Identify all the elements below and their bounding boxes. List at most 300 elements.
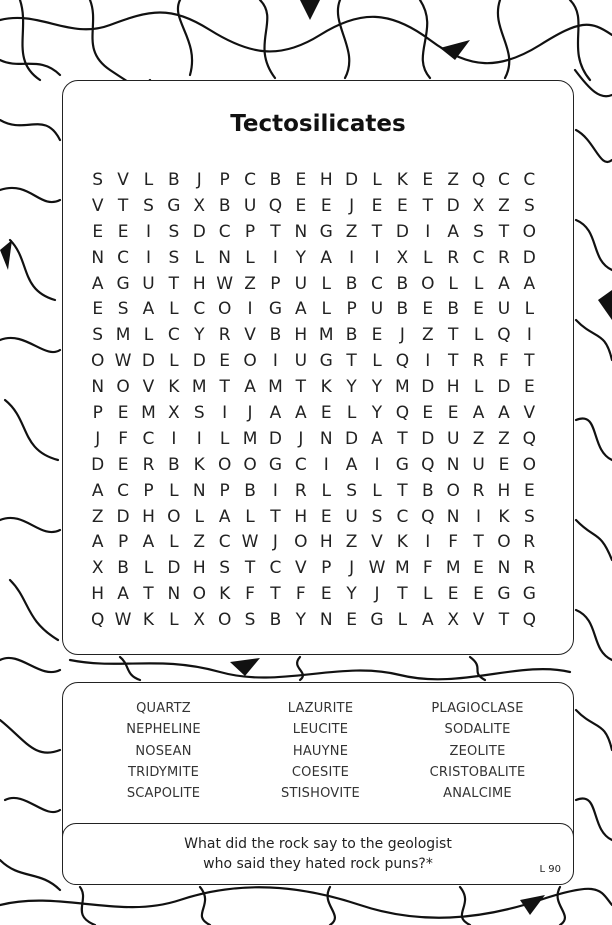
grid-letter[interactable]: R [294, 480, 307, 501]
grid-letter[interactable]: L [194, 247, 204, 268]
grid-letter[interactable]: H [192, 558, 206, 579]
grid-letter[interactable]: W [216, 273, 234, 294]
grid-letter[interactable]: U [294, 273, 308, 294]
grid-letter[interactable]: T [397, 584, 408, 605]
grid-letter[interactable]: E [346, 610, 357, 631]
grid-letter[interactable]: E [473, 299, 484, 320]
grid-letter[interactable]: Y [371, 402, 383, 423]
grid-letter[interactable]: C [371, 273, 383, 294]
grid-letter[interactable]: E [117, 454, 129, 475]
grid-letter[interactable]: I [349, 247, 355, 268]
grid-letter[interactable]: N [167, 584, 181, 605]
grid-letter[interactable]: L [372, 169, 382, 190]
grid-letter[interactable]: E [295, 169, 307, 190]
grid-letter[interactable]: I [145, 247, 151, 268]
grid-letter[interactable]: M [115, 325, 131, 346]
grid-letter[interactable]: T [447, 325, 459, 346]
grid-letter[interactable]: K [193, 454, 205, 475]
grid-letter[interactable]: R [447, 247, 460, 268]
grid-letter[interactable]: E [295, 195, 307, 216]
grid-letter[interactable]: A [142, 532, 155, 553]
grid-letter[interactable]: E [117, 221, 129, 242]
grid-letter[interactable]: E [397, 195, 408, 216]
grid-letter[interactable]: B [269, 169, 282, 190]
grid-letter[interactable]: C [142, 428, 155, 449]
grid-letter[interactable]: P [244, 221, 256, 242]
grid-letter[interactable]: I [272, 351, 278, 372]
grid-letter[interactable]: J [247, 402, 253, 423]
grid-letter[interactable]: Q [497, 325, 511, 346]
grid-letter[interactable]: L [169, 299, 179, 320]
grid-letter[interactable]: M [318, 325, 334, 346]
grid-letter[interactable]: S [244, 610, 256, 631]
grid-letter[interactable]: D [192, 351, 206, 372]
grid-letter[interactable]: L [372, 351, 382, 372]
grid-letter[interactable]: I [272, 480, 278, 501]
grid-letter[interactable]: L [346, 402, 357, 423]
grid-letter[interactable]: E [320, 195, 332, 216]
grid-letter[interactable]: A [91, 273, 104, 294]
grid-letter[interactable]: Z [345, 221, 358, 242]
grid-letter[interactable]: D [446, 195, 460, 216]
grid-letter[interactable]: C [244, 169, 256, 190]
grid-letter[interactable]: L [143, 169, 154, 190]
grid-letter[interactable]: Q [91, 610, 105, 631]
grid-letter[interactable]: L [473, 325, 484, 346]
grid-letter[interactable]: A [498, 273, 510, 294]
grid-letter[interactable]: L [372, 480, 382, 501]
grid-letter[interactable]: Q [268, 195, 283, 216]
grid-letter[interactable]: Y [346, 584, 357, 605]
grid-letter[interactable]: Q [395, 402, 410, 423]
grid-letter[interactable]: I [272, 247, 278, 268]
grid-letter[interactable]: X [168, 402, 180, 423]
grid-letter[interactable]: Z [244, 273, 256, 294]
grid-letter[interactable]: B [218, 195, 231, 216]
grid-letter[interactable]: D [421, 377, 435, 398]
grid-letter[interactable]: A [447, 221, 459, 242]
grid-letter[interactable]: D [421, 428, 435, 449]
grid-letter[interactable]: Q [395, 351, 410, 372]
grid-letter[interactable]: C [117, 480, 130, 501]
grid-letter[interactable]: D [268, 428, 282, 449]
grid-letter[interactable]: P [346, 299, 357, 320]
grid-letter[interactable]: C [167, 325, 180, 346]
grid-letter[interactable]: N [91, 247, 105, 268]
grid-letter[interactable]: C [523, 169, 536, 190]
grid-letter[interactable]: E [422, 169, 434, 190]
grid-letter[interactable]: H [294, 325, 308, 346]
grid-letter[interactable]: E [498, 454, 510, 475]
grid-letter[interactable]: Y [346, 377, 357, 398]
grid-letter[interactable]: I [425, 221, 431, 242]
grid-letter[interactable]: D [395, 221, 409, 242]
grid-letter[interactable]: U [243, 195, 257, 216]
grid-letter[interactable]: N [91, 377, 105, 398]
grid-letter[interactable]: A [244, 377, 256, 398]
grid-letter[interactable]: O [522, 221, 537, 242]
grid-letter[interactable]: G [395, 454, 409, 475]
grid-letter[interactable]: Z [345, 532, 358, 553]
grid-letter[interactable]: J [298, 428, 304, 449]
grid-letter[interactable]: H [319, 169, 333, 190]
grid-letter[interactable]: L [397, 610, 408, 631]
grid-letter[interactable]: L [194, 506, 204, 527]
grid-letter[interactable]: E [320, 506, 332, 527]
grid-letter[interactable]: T [397, 428, 408, 449]
grid-letter[interactable]: S [523, 506, 535, 527]
grid-letter[interactable]: Z [421, 325, 434, 346]
grid-letter[interactable]: R [523, 532, 536, 553]
grid-letter[interactable]: P [92, 402, 103, 423]
grid-letter[interactable]: O [217, 610, 232, 631]
grid-letter[interactable]: C [498, 169, 510, 190]
grid-letter[interactable]: G [370, 610, 384, 631]
grid-letter[interactable]: K [498, 506, 510, 527]
grid-letter[interactable]: B [168, 454, 180, 475]
grid-letter[interactable]: I [171, 428, 177, 449]
grid-letter[interactable]: S [346, 480, 357, 501]
grid-letter[interactable]: G [319, 351, 333, 372]
grid-letter[interactable]: T [498, 610, 510, 631]
grid-letter[interactable]: T [270, 584, 281, 605]
grid-letter[interactable]: H [192, 273, 206, 294]
grid-letter[interactable]: D [345, 169, 359, 190]
grid-letter[interactable]: T [295, 377, 307, 398]
grid-letter[interactable]: T [219, 377, 230, 398]
grid-letter[interactable]: D [192, 221, 206, 242]
grid-letter[interactable]: J [399, 325, 405, 346]
grid-letter[interactable]: C [294, 454, 307, 475]
grid-letter[interactable]: G [116, 273, 130, 294]
grid-letter[interactable]: N [192, 480, 206, 501]
grid-letter[interactable]: Q [522, 428, 537, 449]
grid-letter[interactable]: Q [421, 506, 435, 527]
grid-letter[interactable]: N [446, 454, 460, 475]
grid-letter[interactable]: B [168, 169, 180, 190]
grid-letter[interactable]: I [374, 247, 380, 268]
grid-letter[interactable]: B [345, 273, 358, 294]
grid-letter[interactable]: O [192, 584, 206, 605]
grid-letter[interactable]: G [497, 584, 511, 605]
grid-letter[interactable]: V [244, 325, 256, 346]
grid-letter[interactable]: O [522, 454, 537, 475]
grid-letter[interactable]: K [320, 377, 332, 398]
grid-letter[interactable]: T [371, 221, 383, 242]
grid-letter[interactable]: E [523, 480, 535, 501]
grid-letter[interactable]: O [167, 506, 181, 527]
grid-letter[interactable]: L [169, 532, 179, 553]
grid-letter[interactable]: R [142, 454, 155, 475]
grid-letter[interactable]: E [473, 584, 484, 605]
grid-letter[interactable]: L [169, 610, 179, 631]
grid-letter[interactable]: V [295, 558, 307, 579]
grid-letter[interactable]: U [142, 273, 155, 294]
grid-letter[interactable]: E [422, 402, 434, 423]
grid-letter[interactable]: B [396, 299, 409, 320]
grid-letter[interactable]: O [497, 532, 511, 553]
grid-letter[interactable]: L [423, 584, 433, 605]
grid-letter[interactable]: G [268, 454, 283, 475]
grid-letter[interactable]: R [523, 558, 536, 579]
grid-letter[interactable]: E [92, 221, 104, 242]
grid-letter[interactable]: I [196, 428, 202, 449]
grid-letter[interactable]: P [219, 480, 230, 501]
grid-letter[interactable]: C [269, 558, 282, 579]
grid-letter[interactable]: D [497, 377, 511, 398]
grid-letter[interactable]: U [497, 299, 511, 320]
grid-letter[interactable]: R [498, 247, 510, 268]
grid-letter[interactable]: V [91, 195, 104, 216]
grid-letter[interactable]: H [446, 377, 460, 398]
grid-letter[interactable]: M [141, 402, 156, 423]
grid-letter[interactable]: E [117, 402, 129, 423]
grid-letter[interactable]: E [473, 558, 484, 579]
grid-letter[interactable]: F [245, 584, 255, 605]
grid-letter[interactable]: T [346, 351, 357, 372]
grid-letter[interactable]: N [319, 428, 333, 449]
grid-letter[interactable]: F [422, 558, 433, 579]
grid-letter[interactable]: V [371, 532, 383, 553]
grid-letter[interactable]: L [321, 299, 331, 320]
grid-letter[interactable]: O [243, 454, 257, 475]
grid-letter[interactable]: O [116, 377, 130, 398]
grid-letter[interactable]: L [245, 247, 255, 268]
grid-letter[interactable]: T [117, 195, 129, 216]
grid-letter[interactable]: I [323, 454, 329, 475]
grid-letter[interactable]: A [498, 402, 510, 423]
grid-letter[interactable]: J [272, 532, 278, 553]
grid-letter[interactable]: X [91, 558, 104, 579]
grid-letter[interactable]: L [524, 299, 535, 320]
grid-letter[interactable]: O [217, 454, 232, 475]
grid-letter[interactable]: C [117, 247, 130, 268]
grid-letter[interactable]: F [295, 584, 306, 605]
grid-letter[interactable]: E [447, 584, 459, 605]
grid-letter[interactable]: H [497, 480, 511, 501]
grid-letter[interactable]: S [168, 221, 180, 242]
grid-letter[interactable]: P [143, 480, 154, 501]
grid-letter[interactable]: V [523, 402, 536, 423]
grid-letter[interactable]: A [345, 454, 358, 475]
grid-letter[interactable]: X [472, 195, 485, 216]
grid-letter[interactable]: A [269, 402, 282, 423]
grid-letter[interactable]: G [268, 299, 283, 320]
grid-letter[interactable]: S [117, 299, 129, 320]
grid-letter[interactable]: T [270, 506, 281, 527]
grid-letter[interactable]: H [142, 506, 155, 527]
grid-letter[interactable]: V [117, 169, 129, 190]
grid-letter[interactable]: Z [91, 506, 104, 527]
grid-letter[interactable]: Z [193, 532, 206, 553]
grid-letter[interactable]: T [473, 532, 484, 553]
grid-letter[interactable]: X [447, 610, 459, 631]
grid-letter[interactable]: H [91, 584, 105, 605]
grid-letter[interactable]: A [472, 402, 485, 423]
grid-letter[interactable]: L [473, 273, 484, 294]
grid-letter[interactable]: B [421, 480, 434, 501]
grid-letter[interactable]: T [498, 221, 510, 242]
grid-letter[interactable]: N [218, 247, 231, 268]
grid-letter[interactable]: D [167, 558, 181, 579]
grid-letter[interactable]: A [421, 610, 434, 631]
grid-letter[interactable]: C [218, 221, 231, 242]
grid-letter[interactable]: A [91, 480, 104, 501]
grid-letter[interactable]: W [368, 558, 386, 579]
grid-letter[interactable]: E [371, 195, 383, 216]
grid-letter[interactable]: V [472, 610, 485, 631]
grid-letter[interactable]: H [319, 532, 333, 553]
grid-letter[interactable]: W [114, 610, 132, 631]
grid-letter[interactable]: J [95, 428, 101, 449]
grid-letter[interactable]: D [141, 351, 156, 372]
grid-letter[interactable]: T [168, 273, 180, 294]
grid-letter[interactable]: X [193, 610, 206, 631]
grid-letter[interactable]: M [395, 558, 410, 579]
grid-letter[interactable]: C [472, 247, 485, 268]
grid-letter[interactable]: L [448, 273, 458, 294]
grid-letter[interactable]: P [321, 558, 332, 579]
grid-letter[interactable]: N [319, 610, 333, 631]
grid-letter[interactable]: U [294, 351, 308, 372]
grid-letter[interactable]: V [142, 377, 155, 398]
grid-letter[interactable]: G [167, 195, 181, 216]
grid-letter[interactable]: J [374, 584, 380, 605]
grid-letter[interactable]: B [269, 610, 282, 631]
grid-letter[interactable]: J [349, 195, 355, 216]
grid-letter[interactable]: T [397, 480, 408, 501]
grid-letter[interactable]: U [345, 506, 358, 527]
grid-letter[interactable]: S [219, 558, 231, 579]
grid-letter[interactable]: B [117, 558, 129, 579]
grid-letter[interactable]: W [114, 351, 132, 372]
grid-letter[interactable]: B [345, 325, 358, 346]
grid-letter[interactable]: D [345, 428, 359, 449]
grid-letter[interactable]: L [321, 480, 331, 501]
grid-letter[interactable]: I [374, 454, 380, 475]
grid-letter[interactable]: S [193, 402, 205, 423]
grid-letter[interactable]: E [320, 402, 332, 423]
grid-letter[interactable]: X [193, 195, 206, 216]
grid-letter[interactable]: D [522, 247, 536, 268]
grid-letter[interactable]: A [295, 299, 307, 320]
grid-letter[interactable]: C [218, 532, 231, 553]
grid-letter[interactable]: M [242, 428, 258, 449]
grid-letter[interactable]: W [241, 532, 259, 553]
grid-letter[interactable]: T [244, 558, 256, 579]
grid-letter[interactable]: E [371, 325, 383, 346]
grid-letter[interactable]: L [219, 428, 230, 449]
grid-letter[interactable]: J [349, 558, 355, 579]
grid-letter[interactable]: I [476, 506, 482, 527]
grid-letter[interactable]: U [472, 454, 485, 475]
grid-letter[interactable]: T [422, 195, 433, 216]
grid-letter[interactable]: I [247, 299, 253, 320]
grid-letter[interactable]: U [446, 428, 460, 449]
grid-letter[interactable]: A [295, 402, 307, 423]
grid-letter[interactable]: N [294, 221, 308, 242]
grid-letter[interactable]: O [243, 351, 257, 372]
grid-letter[interactable]: Y [295, 610, 307, 631]
grid-letter[interactable]: N [497, 558, 511, 579]
grid-letter[interactable]: D [91, 454, 105, 475]
grid-letter[interactable]: T [143, 584, 154, 605]
grid-letter[interactable]: Z [498, 428, 510, 449]
grid-letter[interactable]: L [245, 506, 255, 527]
grid-letter[interactable]: I [425, 532, 431, 553]
grid-letter[interactable]: O [217, 299, 232, 320]
grid-letter[interactable]: Z [472, 428, 485, 449]
grid-letter[interactable]: I [526, 325, 532, 346]
grid-letter[interactable]: P [270, 273, 281, 294]
grid-letter[interactable]: Y [194, 325, 205, 346]
grid-letter[interactable]: B [396, 273, 409, 294]
grid-letter[interactable]: Y [371, 377, 383, 398]
grid-letter[interactable]: Y [295, 247, 307, 268]
grid-letter[interactable]: Q [471, 169, 486, 190]
grid-letter[interactable]: R [218, 325, 231, 346]
grid-letter[interactable]: A [91, 532, 104, 553]
grid-letter[interactable]: S [92, 325, 104, 346]
grid-letter[interactable]: E [422, 299, 434, 320]
grid-letter[interactable]: T [270, 221, 281, 242]
grid-letter[interactable]: L [169, 351, 179, 372]
grid-letter[interactable]: Q [421, 454, 435, 475]
grid-letter[interactable]: X [396, 247, 409, 268]
grid-letter[interactable]: K [168, 377, 180, 398]
grid-letter[interactable]: S [92, 169, 104, 190]
grid-letter[interactable]: L [321, 273, 331, 294]
grid-letter[interactable]: F [499, 351, 509, 372]
grid-letter[interactable]: L [143, 325, 154, 346]
grid-letter[interactable]: G [319, 221, 333, 242]
grid-letter[interactable]: A [142, 299, 155, 320]
grid-letter[interactable]: F [448, 532, 459, 553]
grid-letter[interactable]: A [117, 584, 129, 605]
grid-letter[interactable]: I [145, 221, 151, 242]
grid-letter[interactable]: S [473, 221, 484, 242]
grid-letter[interactable]: S [168, 247, 180, 268]
grid-letter[interactable]: B [244, 480, 256, 501]
grid-letter[interactable]: E [447, 402, 459, 423]
grid-letter[interactable]: E [219, 351, 231, 372]
grid-letter[interactable]: K [396, 169, 408, 190]
grid-letter[interactable]: M [395, 377, 410, 398]
grid-letter[interactable]: E [523, 377, 535, 398]
grid-letter[interactable]: K [142, 610, 155, 631]
grid-letter[interactable]: M [445, 558, 461, 579]
grid-letter[interactable]: C [193, 299, 206, 320]
grid-letter[interactable]: B [269, 325, 282, 346]
grid-letter[interactable]: E [92, 299, 104, 320]
grid-letter[interactable]: D [116, 506, 130, 527]
grid-letter[interactable]: T [524, 351, 535, 372]
grid-letter[interactable]: B [447, 299, 459, 320]
grid-letter[interactable]: U [370, 299, 384, 320]
grid-letter[interactable]: R [472, 351, 485, 372]
grid-letter[interactable]: G [522, 584, 536, 605]
grid-letter[interactable]: N [446, 506, 460, 527]
grid-letter[interactable]: R [472, 480, 485, 501]
grid-letter[interactable]: A [371, 428, 383, 449]
grid-letter[interactable]: S [371, 506, 383, 527]
grid-letter[interactable]: L [143, 558, 154, 579]
grid-letter[interactable]: E [320, 584, 332, 605]
grid-letter[interactable]: H [294, 506, 308, 527]
grid-letter[interactable]: F [118, 428, 128, 449]
grid-letter[interactable]: P [219, 169, 230, 190]
grid-letter[interactable]: Q [522, 610, 537, 631]
